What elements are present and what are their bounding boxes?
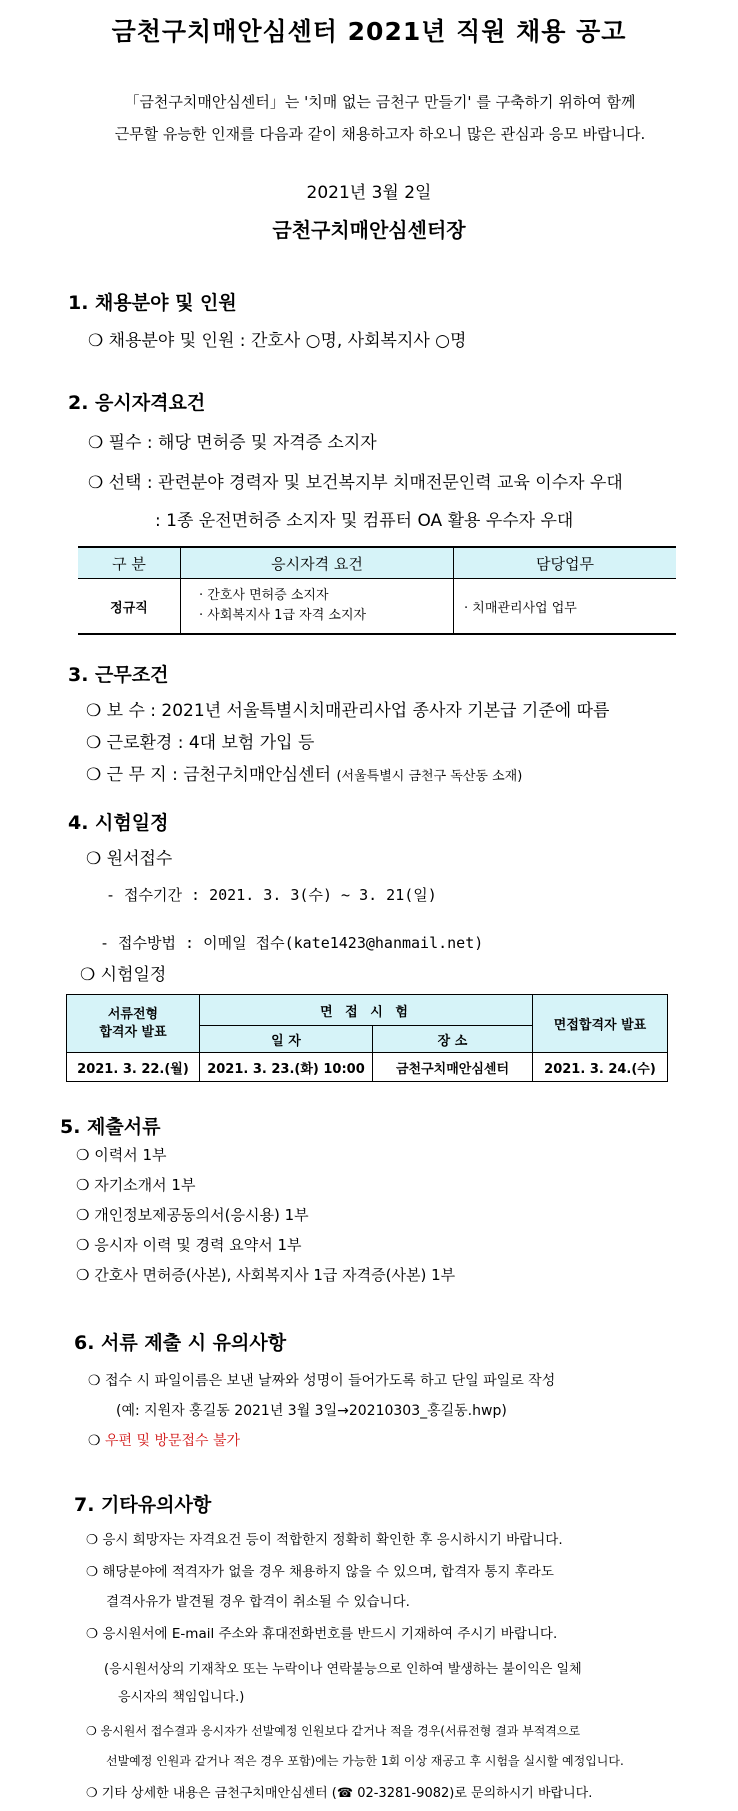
employment-type: 정규직 xyxy=(110,600,148,616)
list-item: ❍ 개인정보제공동의서(응시용) 1부 xyxy=(76,1206,309,1224)
list-item: ❍ 응시자 이력 및 경력 요약서 1부 xyxy=(76,1236,302,1254)
requirement-social-worker: · 사회복지사 1급 자격 소지자 xyxy=(199,608,367,623)
section-3-item-salary: ❍ 보 수 : 2021년 서울특별시치매관리사업 종사자 기본급 기준에 따름 xyxy=(86,701,610,721)
location-text: ❍ 근 무 지 : 금천구치매안심센터 xyxy=(86,765,332,785)
section-7-item-2b: 결격사유가 발견될 경우 합격이 취소될 수 있습니다. xyxy=(106,1594,410,1610)
application-period: - 접수기간 : 2021. 3. 3(수) ~ 3. 21(일) xyxy=(106,886,437,904)
section-7-item-2a: ❍ 해당분야에 적격자가 없을 경우 채용하지 않을 수 있으며, 합격자 통지 후라도 xyxy=(86,1564,554,1580)
list-item: ❍ 이력서 1부 xyxy=(76,1146,167,1164)
interview-result-date: 2021. 3. 24.(수) xyxy=(533,1053,668,1082)
section-3-item-environment: ❍ 근로환경 : 4대 보험 가입 등 xyxy=(86,733,315,753)
interview-header: 면 접 시 험 xyxy=(200,995,533,1026)
date-header: 일 자 xyxy=(200,1026,373,1053)
section-3-heading: 3. 근무조건 xyxy=(68,664,169,686)
doc-result-date: 2021. 3. 22.(월) xyxy=(67,1053,200,1082)
table-header: 구 분 xyxy=(78,547,181,579)
application-subheading: ❍ 원서접수 xyxy=(86,849,173,869)
section-7-item-1: ❍ 응시 희망자는 자격요건 등이 적합한지 정확히 확인한 후 응시하시기 바랍니다. xyxy=(86,1532,563,1548)
section-7-item-4b: 선발예정 인원과 같거나 적은 경우 포함)에는 가능한 1회 이상 재공고 후 시험을 실시할 예정입니다. xyxy=(106,1754,624,1768)
section-2-heading: 2. 응시자격요건 xyxy=(68,392,206,414)
section-3-item-location xyxy=(86,760,522,785)
table-header-row xyxy=(67,995,668,1026)
doc-result-header: 서류전형 합격자 발표 xyxy=(67,995,200,1053)
location-note: (서울특별시 금천구 독산동 소재) xyxy=(336,769,523,784)
restriction-text: 우편 및 방문접수 불가 xyxy=(105,1433,241,1449)
interview-place: 금천구치매안심센터 xyxy=(373,1053,533,1082)
duty-cell: · 치매관리사업 업무 xyxy=(454,579,677,635)
section-6-example: (예: 지원자 홍길동 2021년 3월 3일→20210303_홍길동.hwp) xyxy=(116,1403,507,1419)
schedule-subheading: ❍ 시험일정 xyxy=(80,965,167,985)
section-6-heading: 6. 서류 제출 시 유의사항 xyxy=(74,1332,287,1354)
section-5-heading: 5. 제출서류 xyxy=(60,1116,161,1138)
section-4-heading: 4. 시험일정 xyxy=(68,812,169,834)
table-row xyxy=(78,579,676,635)
section-7-heading: 7. 기타유의사항 xyxy=(74,1494,212,1516)
signer: 금천구치매안심센터장 xyxy=(272,218,466,242)
section-1-item: ❍ 채용분야 및 인원 : 간호사 ○명, 사회복지사 ○명 xyxy=(88,331,467,351)
section-2-item-optional-2: : 1종 운전면허증 소지자 및 컴퓨터 OA 활용 우수자 우대 xyxy=(155,511,574,531)
intro-line-1: 「금천구치매안심센터」는 '치매 없는 금천구 만들기' 를 구축하기 위하여 함께 xyxy=(124,93,636,111)
table-header: 담당업무 xyxy=(454,547,677,579)
schedule-table xyxy=(66,994,668,1082)
section-1-heading: 1. 채용분야 및 인원 xyxy=(68,292,237,314)
section-7-item-3-note-a: (응시원서상의 기재착오 또는 누락이나 연락불능으로 인하여 발생하는 불이익은 일체 xyxy=(104,1662,582,1677)
page-title: 금천구치매안심센터 2021년 직원 채용 공고 xyxy=(111,17,627,46)
table-header-row xyxy=(78,547,676,579)
application-method: - 접수방법 : 이메일 접수(kate1423@hanmail.net) xyxy=(100,934,484,952)
section-2-item-optional: ❍ 선택 : 관련분야 경력자 및 보건복지부 치매전문인력 교육 이수자 우대 xyxy=(88,473,623,493)
announcement-date: 2021년 3월 2일 xyxy=(306,183,432,203)
interview-date: 2021. 3. 23.(화) 10:00 xyxy=(200,1053,373,1082)
section-7-item-3: ❍ 응시원서에 E-mail 주소와 휴대전화번호를 반드시 기재하여 주시기 바랍니다. xyxy=(86,1626,558,1642)
list-item: ❍ 자기소개서 1부 xyxy=(76,1176,196,1194)
list-item: ❍ 간호사 면허증(사본), 사회복지사 1급 자격증(사본) 1부 xyxy=(76,1266,456,1284)
place-header: 장 소 xyxy=(373,1026,533,1053)
qualification-table xyxy=(78,546,676,635)
section-7-item-4a: ❍ 응시원서 접수결과 응시자가 선발예정 인원보다 같거나 적을 경우(서류전형 결과 부적격으로 xyxy=(86,1724,581,1738)
section-6-item-filename: ❍ 접수 시 파일이름은 보낸 날짜와 성명이 들어가도록 하고 단일 파일로 작성 xyxy=(88,1373,556,1389)
section-7-item-5: ❍ 기타 상세한 내용은 금천구치매안심센터 (☎ 02-3281-9082)로 문의하시기 바랍니다. xyxy=(86,1786,593,1801)
section-6-item-restriction xyxy=(88,1430,240,1450)
requirement-nurse: · 간호사 면허증 소지자 xyxy=(199,588,329,603)
section-2-item-required: ❍ 필수 : 해당 면허증 및 자격증 소지자 xyxy=(88,433,377,453)
table-header: 응시자격 요건 xyxy=(181,547,454,579)
section-7-item-3-note-b: 응시자의 책임입니다.) xyxy=(118,1690,245,1705)
interview-result-header: 면접합격자 발표 xyxy=(533,995,668,1053)
requirements-cell xyxy=(181,579,454,635)
intro-line-2: 근무할 유능한 인재를 다음과 같이 채용하고자 하오니 많은 관심과 응모 바랍니다. xyxy=(114,125,646,143)
table-row xyxy=(67,1053,668,1082)
bullet: ❍ xyxy=(88,1433,106,1449)
